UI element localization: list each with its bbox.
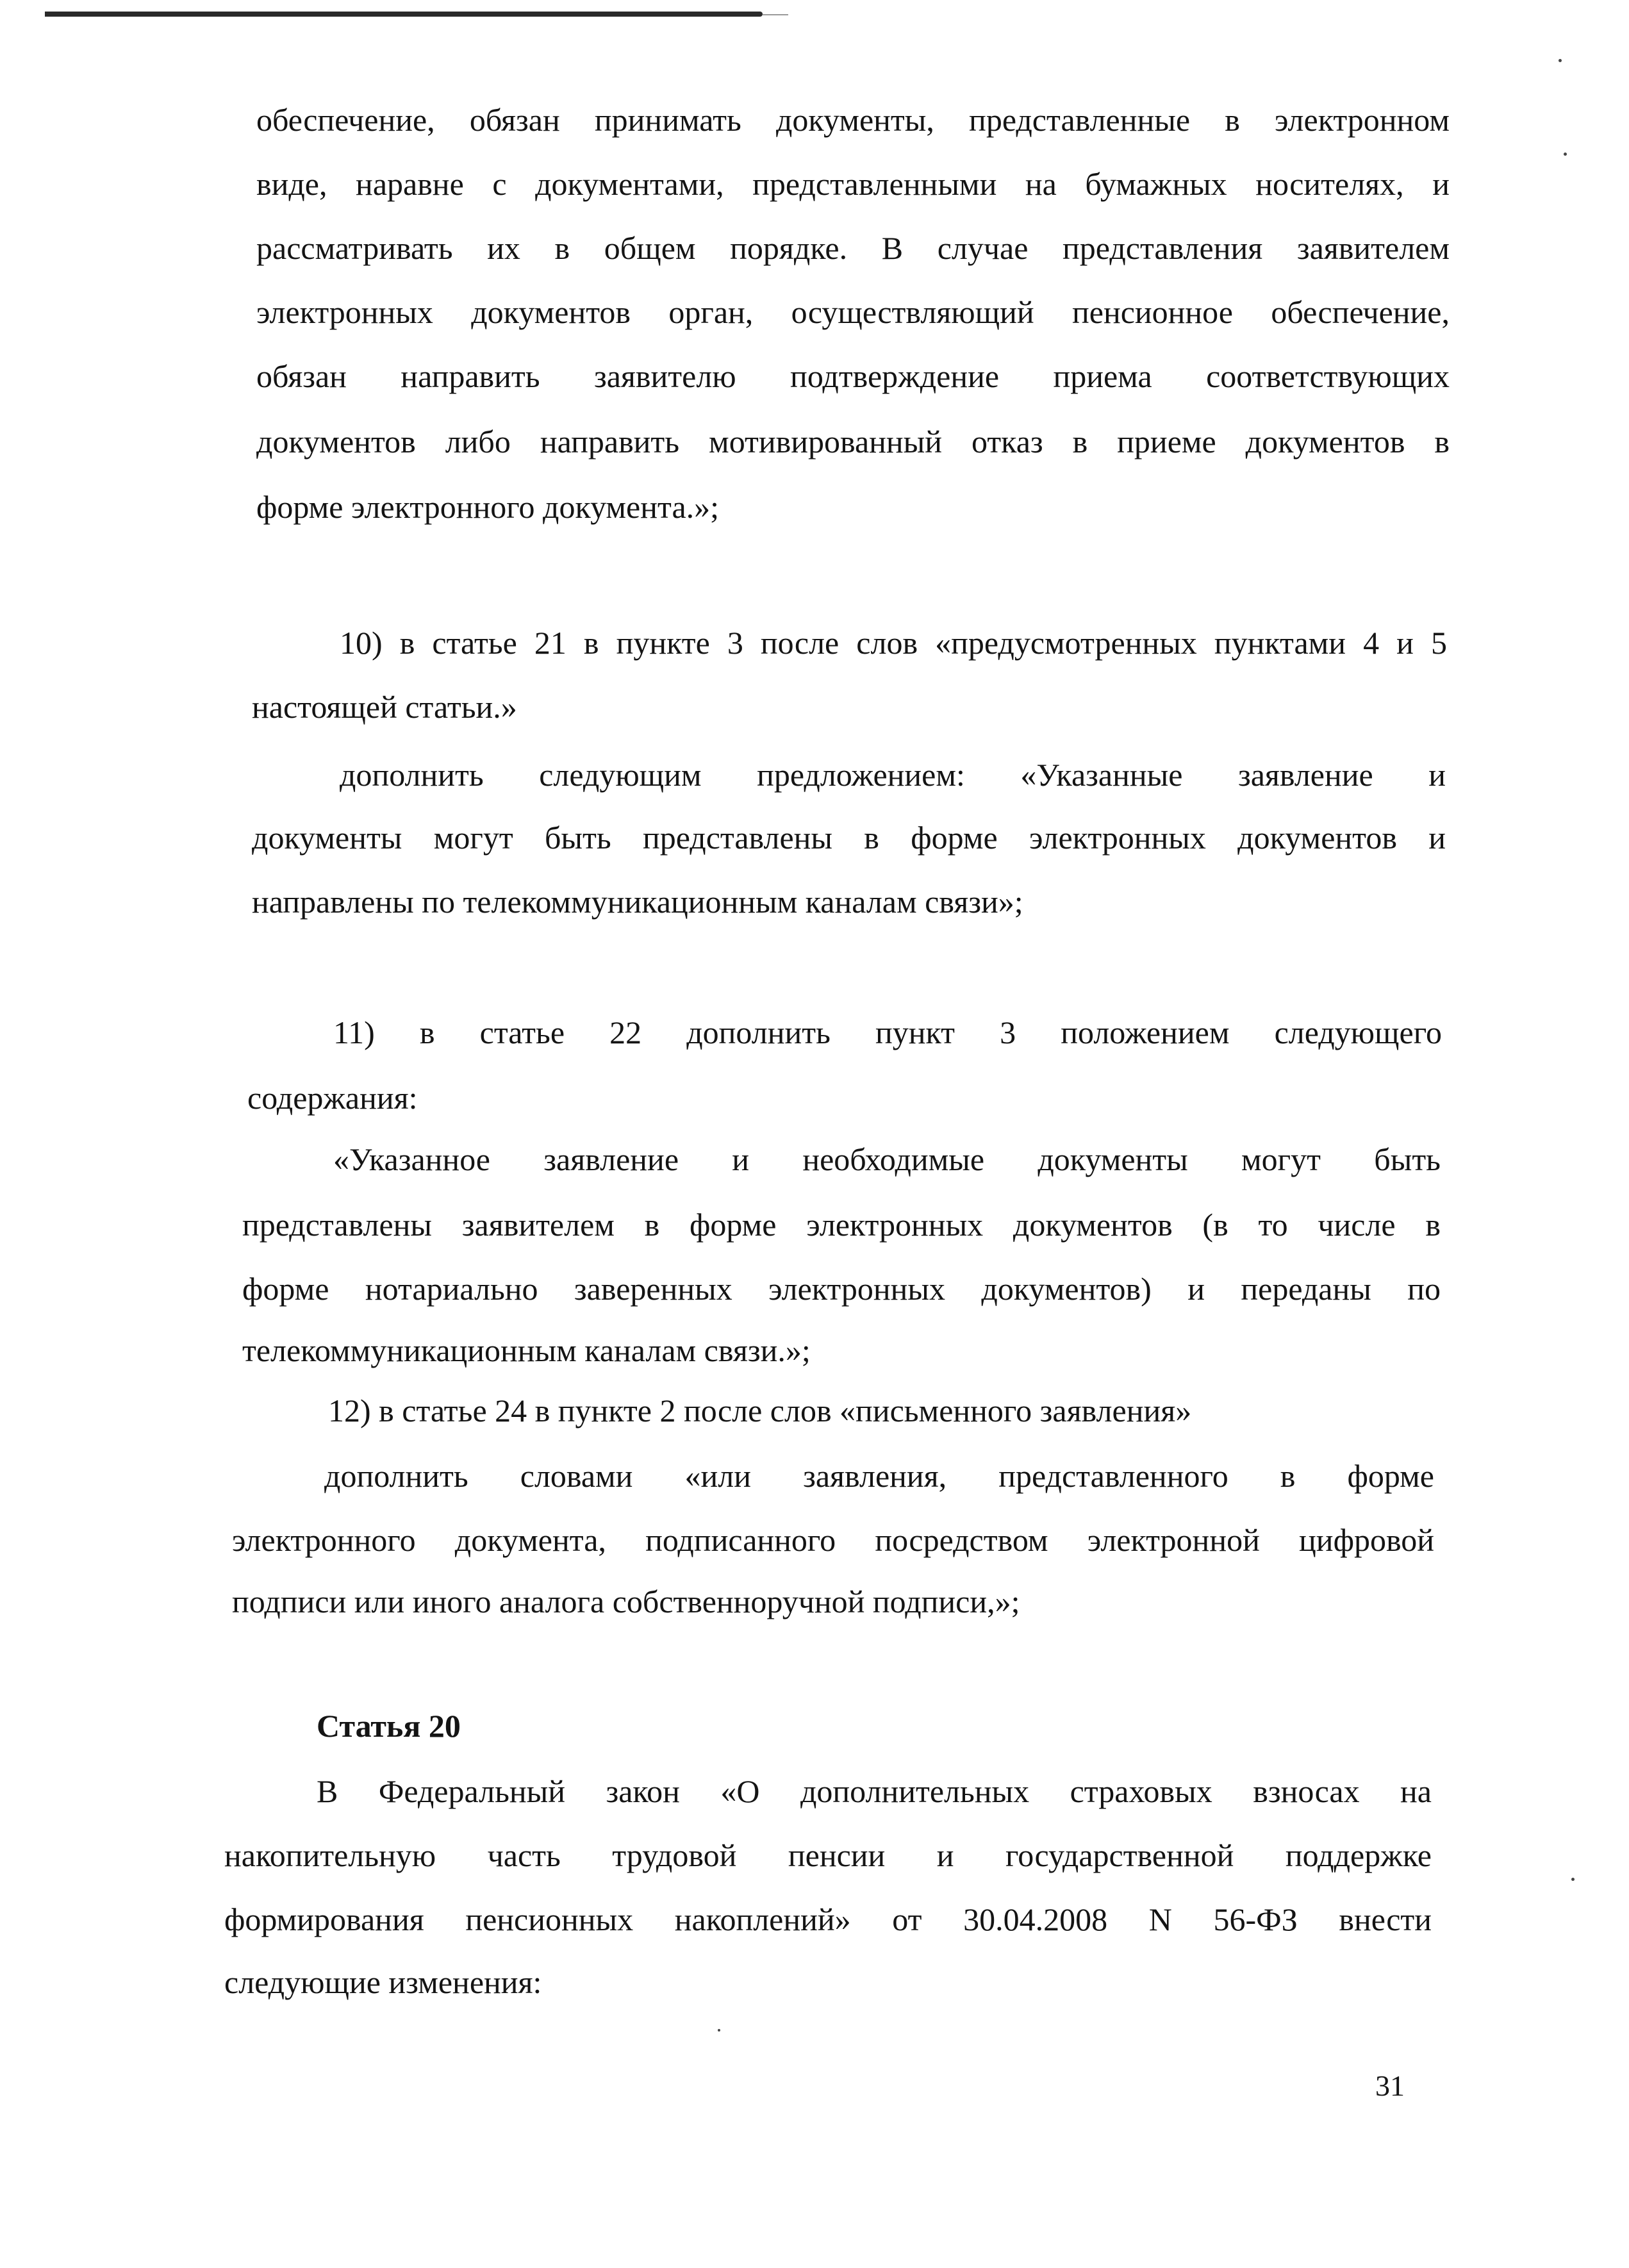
- list-item-10: 10) в статье 21 в пункте 3 после слов «предусмотренных пунктами 4 и 5: [340, 625, 1447, 661]
- text-line: следующие изменения:: [224, 1964, 542, 2000]
- text-line: документы могут быть представлены в форме электронных документов и: [252, 820, 1446, 856]
- text-line: виде, наравне с документами, представленными на бумажных носителях, и: [256, 166, 1450, 202]
- text-line: обязан направить заявителю подтверждение приема соответствующих: [256, 358, 1450, 394]
- text-line: электронного документа, подписанного посредством электронной цифровой: [232, 1522, 1434, 1558]
- text-line: подписи или иного аналога собственноручной подписи,»;: [232, 1584, 1020, 1619]
- text-line: накопительную часть трудовой пенсии и государственной поддержке: [224, 1837, 1432, 1873]
- text-line: обеспечение, обязан принимать документы, представленные в электронном: [256, 102, 1450, 138]
- page-number: 31: [1375, 2069, 1405, 2102]
- text-line: настоящей статьи.»: [252, 689, 517, 725]
- text-line: форме электронного документа.»;: [256, 489, 720, 525]
- scan-speck: [1571, 1878, 1575, 1881]
- text-line: телекоммуникационным каналам связи.»;: [242, 1332, 811, 1368]
- text-line: «Указанное заявление и необходимые документы могут быть: [333, 1141, 1441, 1177]
- text-line: содержания:: [247, 1080, 418, 1116]
- text-line: формирования пенсионных накоплений» от 30.04.2008 N 56-ФЗ внести: [224, 1901, 1432, 1937]
- text-line: представлены заявителем в форме электронных документов (в то числе в: [242, 1207, 1441, 1243]
- list-item-12: 12) в статье 24 в пункте 2 после слов «письменного заявления»: [328, 1393, 1192, 1428]
- scan-speck: [718, 2029, 720, 2032]
- scan-speck: [1564, 153, 1567, 156]
- article-heading: Статья 20: [317, 1708, 461, 1744]
- text-line: рассматривать их в общем порядке. В случае представления заявителем: [256, 230, 1450, 266]
- list-item-11: 11) в статье 22 дополнить пункт 3 положением следующего: [333, 1014, 1442, 1050]
- text-line: форме нотариально заверенных электронных документов) и переданы по: [242, 1271, 1441, 1307]
- scan-edge-mark: [45, 12, 763, 17]
- text-line: В Федеральный закон «О дополнительных страховых взносах на: [317, 1773, 1432, 1809]
- text-line: документов либо направить мотивированный отказ в приеме документов в: [256, 424, 1450, 459]
- text-line: электронных документов орган, осуществляющий пенсионное обеспечение,: [256, 294, 1450, 330]
- text-line: дополнить следующим предложением: «Указанные заявление и: [340, 757, 1446, 793]
- text-line: направлены по телекоммуникационным каналам связи»;: [252, 884, 1023, 920]
- scan-speck: [1559, 59, 1562, 62]
- text-line: дополнить словами «или заявления, представленного в форме: [324, 1458, 1434, 1494]
- scan-edge-mark-tail: [763, 14, 788, 15]
